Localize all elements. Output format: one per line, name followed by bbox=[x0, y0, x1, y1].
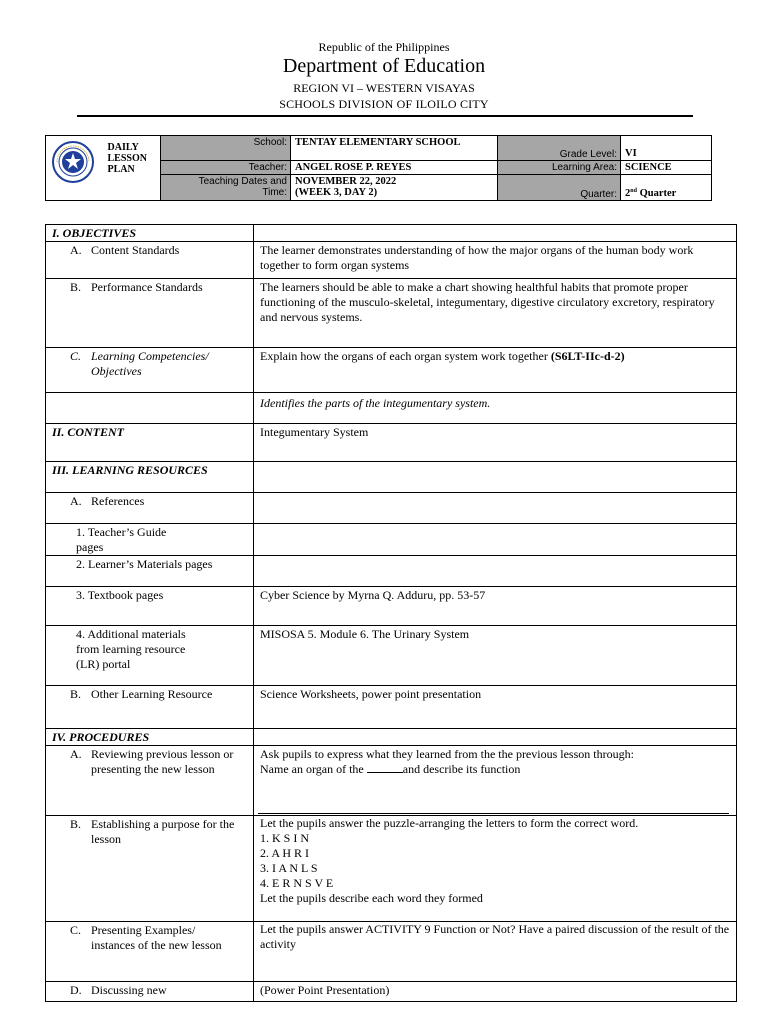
table-row bbox=[46, 242, 737, 279]
empty-cell bbox=[254, 493, 737, 524]
specific-objective-value: Identifies the parts of the integumentary system. bbox=[254, 393, 737, 424]
puzzle-item: 2. A H R I bbox=[260, 846, 310, 860]
puzzle-followup: Let the pupils describe each word they formed bbox=[260, 891, 483, 905]
table-row bbox=[46, 393, 737, 424]
item-letter: B. bbox=[70, 687, 82, 701]
puzzle-item: 3. I A N L S bbox=[260, 861, 318, 875]
discussing-new-value: (Power Point Presentation) bbox=[254, 982, 737, 1002]
quarter-value bbox=[621, 175, 712, 201]
teacher-value: ANGEL ROSE P. REYES bbox=[291, 161, 498, 175]
item-letter: A. bbox=[70, 243, 82, 257]
review-instruction: Ask pupils to express what they learned from the the previous lesson through: bbox=[260, 747, 634, 761]
item-letter: C. bbox=[70, 923, 82, 937]
competency-code: (S6LT-IIc-d-2) bbox=[550, 349, 625, 363]
table-row bbox=[46, 982, 737, 1002]
school-value: TENTAY ELEMENTARY SCHOOL bbox=[291, 136, 498, 161]
learning-resources-heading: III. LEARNING RESOURCES bbox=[46, 462, 254, 493]
item-letter: B. bbox=[70, 280, 82, 294]
table-row bbox=[46, 524, 737, 556]
quarter-number: 2 bbox=[625, 188, 631, 199]
quarter-word: Quarter bbox=[636, 188, 677, 199]
additional-materials-label: 4. Additional materials from learning resource (LR) portal bbox=[46, 626, 254, 686]
table-row bbox=[46, 225, 737, 242]
empty-cell bbox=[46, 393, 254, 424]
reviewing-lesson-value bbox=[254, 746, 737, 816]
department-heading: Department of Education bbox=[282, 55, 486, 77]
establishing-purpose-label bbox=[46, 816, 254, 922]
other-resource-value: Science Worksheets, power point presentation bbox=[254, 686, 737, 729]
fill-blank bbox=[367, 772, 403, 773]
table-row bbox=[46, 587, 737, 626]
table-row bbox=[46, 686, 737, 729]
item-label: Discussing new bbox=[91, 983, 167, 997]
learners-materials-label: 2. Learner’s Materials pages bbox=[46, 556, 254, 587]
empty-cell bbox=[254, 729, 737, 746]
item-label: Performance Standards bbox=[91, 280, 203, 294]
teaching-week-day: (WEEK 3, DAY 2) bbox=[295, 187, 378, 198]
references-label bbox=[46, 493, 254, 524]
table-row bbox=[46, 424, 737, 462]
competency-text: Explain how the organs of each organ system work together bbox=[260, 349, 551, 363]
item-label: Learning Competencies/ Objectives bbox=[91, 349, 209, 378]
performance-standards-label bbox=[46, 279, 254, 348]
learning-area-value: SCIENCE bbox=[621, 161, 712, 175]
item-letter: B. bbox=[70, 817, 82, 831]
table-row bbox=[46, 493, 737, 524]
teaching-dates-label-line-1: Teaching Dates and bbox=[198, 176, 287, 187]
dlp-line-1: DAILY bbox=[107, 142, 139, 153]
presenting-examples-value: Let the pupils answer ACTIVITY 9 Function or Not? Have a paired discussion of the result of the activity bbox=[254, 922, 737, 982]
establishing-purpose-value bbox=[254, 816, 737, 922]
item-label: Presenting Examples/ instances of the new lesson bbox=[91, 923, 222, 952]
grade-level-value: VI bbox=[621, 136, 712, 161]
puzzle-item: 1. K S I N bbox=[260, 831, 310, 845]
quarter-ordinal: nd bbox=[630, 188, 637, 194]
cell-underline bbox=[693, 813, 729, 814]
reviewing-lesson-label bbox=[46, 746, 254, 816]
dlp-line-2: LESSON bbox=[107, 153, 147, 164]
textbook-pages-value: Cyber Science by Myrna Q. Adduru, pp. 53-57 bbox=[254, 587, 737, 626]
empty-cell bbox=[254, 524, 737, 556]
item-letter: A. bbox=[70, 747, 82, 761]
republic-heading: Republic of the Philippines bbox=[318, 40, 450, 54]
school-label: School: bbox=[161, 136, 291, 161]
content-value: Integumentary System bbox=[254, 424, 737, 462]
learning-competencies-value bbox=[254, 348, 737, 393]
quarter-label: Quarter: bbox=[498, 175, 621, 201]
table-row bbox=[46, 626, 737, 686]
procedures-heading: IV. PROCEDURES bbox=[46, 729, 254, 746]
additional-materials-value: MISOSA 5. Module 6. The Urinary System bbox=[254, 626, 737, 686]
learning-competencies-label bbox=[46, 348, 254, 393]
content-standards-value: The learner demonstrates understanding of how the major organs of the human body work together to form organ systems bbox=[254, 242, 737, 279]
lesson-plan-table bbox=[45, 224, 737, 1002]
puzzle-instruction: Let the pupils answer the puzzle-arranging the letters to form the correct word. bbox=[260, 816, 639, 830]
cell-underline bbox=[258, 813, 696, 814]
teaching-dates-label bbox=[161, 175, 291, 201]
content-heading: II. CONTENT bbox=[46, 424, 254, 462]
table-row bbox=[46, 556, 737, 587]
division-heading: SCHOOLS DIVISION OF ILOILO CITY bbox=[279, 97, 489, 111]
puzzle-item: 4. E R N S V E bbox=[260, 876, 334, 890]
other-resource-label bbox=[46, 686, 254, 729]
table-row bbox=[46, 816, 737, 922]
teacher-label: Teacher: bbox=[161, 161, 291, 175]
header-divider bbox=[77, 115, 693, 117]
item-letter: C. bbox=[70, 349, 82, 363]
item-letter: A. bbox=[70, 494, 82, 508]
grade-level-label: Grade Level: bbox=[498, 136, 621, 161]
item-label: Establishing a purpose for the lesson bbox=[91, 817, 235, 846]
performance-standards-value: The learners should be able to make a chart showing healthful habits that promote proper functioning of the musculo-skeletal, integumentary, digestive circulatory excretory, respiratory and nervous systems. bbox=[254, 279, 737, 348]
region-heading: REGION VI – WESTERN VISAYAS bbox=[293, 81, 475, 95]
content-standards-label bbox=[46, 242, 254, 279]
item-letter: D. bbox=[70, 983, 82, 997]
deped-seal-icon bbox=[51, 140, 95, 184]
item-label: References bbox=[91, 494, 145, 508]
teachers-guide-label: 1. Teacher’s Guide pages bbox=[46, 524, 254, 556]
table-row bbox=[46, 279, 737, 348]
discussing-new-label bbox=[46, 982, 254, 1002]
table-row bbox=[46, 348, 737, 393]
logo-cell bbox=[46, 136, 104, 201]
dlp-title bbox=[104, 136, 161, 201]
empty-cell bbox=[254, 225, 737, 242]
empty-cell bbox=[254, 462, 737, 493]
learning-area-label: Learning Area: bbox=[498, 161, 621, 175]
review-prompt bbox=[260, 762, 730, 777]
table-row bbox=[46, 746, 737, 816]
lesson-info-table bbox=[45, 135, 712, 201]
table-row bbox=[46, 922, 737, 982]
teaching-dates-label-line-2: Time: bbox=[262, 187, 287, 198]
objectives-heading: I. OBJECTIVES bbox=[46, 225, 254, 242]
textbook-pages-label: 3. Textbook pages bbox=[46, 587, 254, 626]
item-label: Reviewing previous lesson or presenting the new lesson bbox=[91, 747, 234, 776]
table-row bbox=[46, 729, 737, 746]
teaching-date: NOVEMBER 22, 2022 bbox=[295, 176, 397, 187]
presenting-examples-label bbox=[46, 922, 254, 982]
table-row bbox=[46, 462, 737, 493]
dlp-line-3: PLAN bbox=[107, 164, 135, 175]
teaching-dates-value bbox=[291, 175, 498, 201]
review-prompt-start: Name an organ of the bbox=[260, 762, 367, 776]
review-prompt-end: and describe its function bbox=[402, 762, 521, 776]
empty-cell bbox=[254, 556, 737, 587]
item-label: Other Learning Resource bbox=[91, 687, 213, 701]
item-label: Content Standards bbox=[91, 243, 180, 257]
